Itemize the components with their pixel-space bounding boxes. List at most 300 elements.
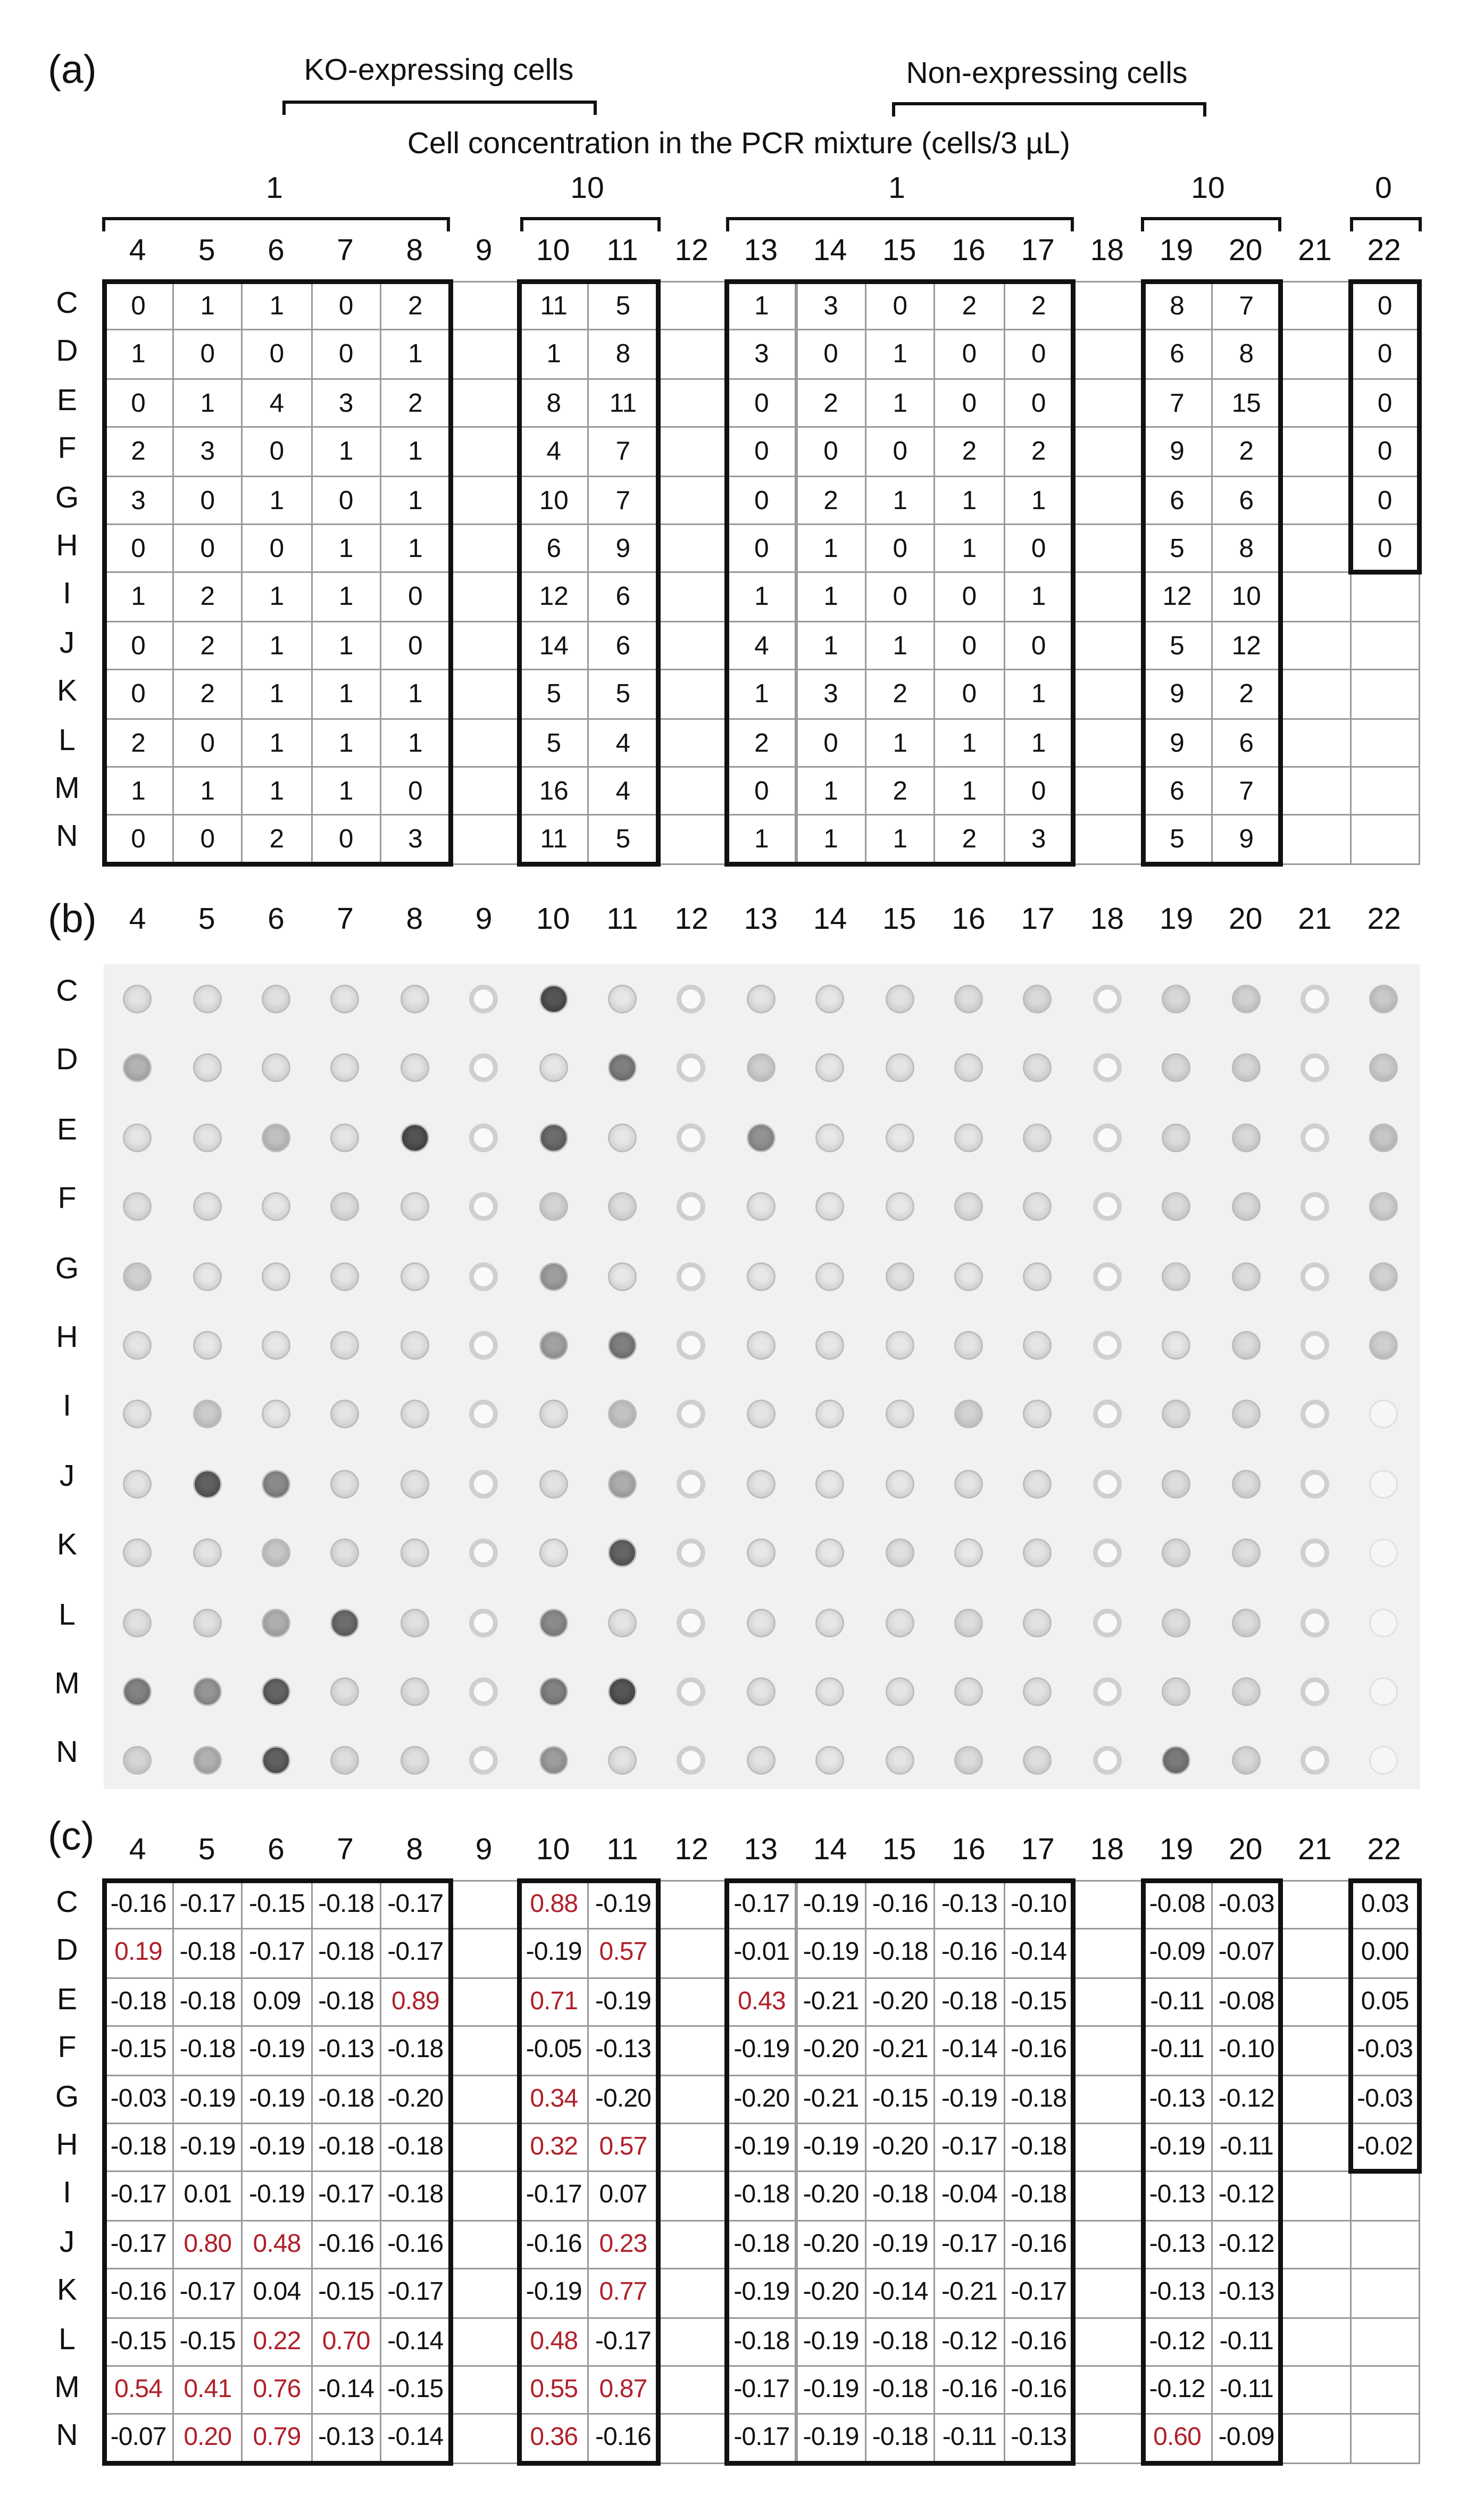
table-cell: -0.15 [1003,1977,1074,2027]
row-label: D [56,336,78,370]
table-cell: 1 [172,766,243,816]
table-cell: 0 [1349,523,1420,573]
row-label: N [56,821,78,855]
table-cell [657,2026,726,2076]
plate-well [1231,1677,1260,1706]
table-cell: 9 [1211,814,1282,864]
table-cell: 1 [172,378,243,428]
table-cell: 1 [241,572,312,622]
table-cell [1072,620,1141,670]
table-cell: 2 [380,378,451,428]
table-cell [1280,2026,1349,2076]
table-cell: 0 [1349,329,1420,379]
table-cell: -0.05 [519,2026,589,2076]
table-cell: 0 [103,523,174,573]
table-cell [1072,572,1141,622]
group-box [724,1878,1076,2465]
column-number: 13 [744,903,778,937]
table-cell: 3 [103,475,174,525]
table-cell: 0.54 [103,2365,174,2415]
table-cell: -0.11 [1211,2123,1282,2173]
table-cell: 1 [1003,669,1074,719]
plate-well [1093,1123,1121,1152]
table-cell: 1 [1003,475,1074,525]
table-cell: -0.17 [588,2317,658,2367]
plate-well [746,1331,775,1360]
table-cell: 1 [865,378,936,428]
table-cell: -0.19 [172,2123,243,2173]
row-label: C [56,975,78,1009]
group-box [517,279,660,866]
column-number: 22 [1367,903,1401,937]
group-label-non-10: 10 [1191,172,1225,206]
plate-well [1300,1331,1329,1360]
row-label: G [55,2080,79,2114]
table-cell: -0.16 [934,2365,1005,2415]
plate-well [746,1262,775,1291]
plate-well [400,1331,429,1360]
table-cell: 7 [1142,378,1213,428]
table-cell: 1 [380,427,451,477]
ko-expressing-label: KO-expressing cells [304,54,574,88]
table-cell [1280,669,1349,719]
group-box [724,279,1076,866]
table-cell: 1 [311,427,381,477]
table-cell: -0.14 [380,2317,451,2367]
table-cell [657,2365,726,2415]
column-number: 7 [337,235,354,268]
table-cell [1072,2414,1141,2464]
table-cell: 0 [103,814,174,864]
row-label: N [56,2420,78,2454]
table-cell: 6 [588,620,658,670]
plate-well [885,985,914,1013]
column-number: 12 [674,1834,708,1867]
plate-well [400,1123,429,1152]
table-cell [449,2026,519,2076]
table-cell [1072,2365,1141,2415]
plate-well [608,985,637,1013]
table-cell [449,281,519,331]
table-cell: 6 [1142,329,1213,379]
table-cell: 1 [934,523,1005,573]
table-cell: -0.20 [796,2268,866,2318]
table-cell: 0.01 [172,2171,243,2221]
table-cell: 0.60 [1142,2414,1213,2464]
row-label: I [63,578,71,612]
table-cell: -0.20 [726,2074,797,2124]
table-cell [449,329,519,379]
table-cell [449,2414,519,2464]
table-cell: 0.48 [519,2317,589,2367]
row-label: L [59,1598,76,1632]
table-cell: -0.19 [726,2268,797,2318]
table-cell: 0 [172,475,243,525]
table-cell: 1 [726,814,797,864]
table-cell: 5 [519,669,589,719]
table-cell: -0.15 [103,2317,174,2367]
table-cell: 0.05 [1349,1977,1420,2027]
table-cell: -0.18 [726,2219,797,2269]
table-cell: 1 [934,718,1005,768]
column-number: 7 [337,903,354,937]
table-cell: -0.16 [103,2268,174,2318]
plate-well [539,1331,568,1360]
plate-well [400,1539,429,1568]
table-cell: 0 [311,475,381,525]
table-cell: 1 [380,475,451,525]
table-cell [1072,281,1141,331]
table-cell [449,475,519,525]
table-cell: 1 [865,329,936,379]
table-cell: -0.03 [103,2074,174,2124]
table-cell: 0.22 [241,2317,312,2367]
group-box [1140,279,1283,866]
table-cell: 2 [934,814,1005,864]
table-cell: -0.13 [1142,2171,1213,2221]
table-cell: 0 [311,814,381,864]
table-cell [657,523,726,573]
table-cell: 0 [311,329,381,379]
table-cell: 14 [519,620,589,670]
table-cell: -0.17 [1003,2268,1074,2318]
table-cell: 1 [1003,718,1074,768]
row-label: E [56,1983,78,2017]
table-cell [657,766,726,816]
table-cell: 1 [726,572,797,622]
table-cell: 3 [1003,814,1074,864]
table-cell: 9 [1142,718,1213,768]
table-cell: 3 [796,669,866,719]
table-cell: 0 [1003,378,1074,428]
row-label: M [54,2372,80,2405]
table-cell [1349,2365,1420,2415]
panel-label-a: (a) [48,48,97,93]
plate-well [262,1262,290,1291]
table-cell: 0.41 [172,2365,243,2415]
table-cell: 0 [726,427,797,477]
table-cell [1349,766,1420,816]
plate-well [608,1123,637,1152]
table-cell: -0.19 [172,2074,243,2124]
table-cell [1280,814,1349,864]
table-cell: -0.18 [726,2171,797,2221]
table-cell: 0 [796,718,866,768]
table-cell: -0.09 [1142,1928,1213,1978]
table-cell [1072,669,1141,719]
column-number: 19 [1159,903,1194,937]
table-cell: -0.21 [796,2074,866,2124]
table-cell: 1 [241,281,312,331]
row-label: K [56,675,78,709]
table-cell: -0.18 [311,1928,381,1978]
column-number: 12 [674,903,708,937]
plate-well [954,1331,983,1360]
row-label: J [59,1460,75,1494]
table-cell: -0.19 [796,2365,866,2415]
table-cell: 0 [380,572,451,622]
table-cell: 6 [1211,718,1282,768]
table-cell: -0.18 [172,1928,243,1978]
table-cell [1072,2317,1141,2367]
plate-well [1162,1123,1191,1152]
table-cell: -0.18 [1003,2074,1074,2124]
table-cell: 0 [103,669,174,719]
table-cell: 2 [726,718,797,768]
row-label: K [56,2274,78,2308]
table-cell: 0.80 [172,2219,243,2269]
table-cell: 0 [726,766,797,816]
table-cell: 1 [865,814,936,864]
table-cell: -0.07 [1211,1928,1282,1978]
column-number: 18 [1090,903,1124,937]
table-cell: -0.20 [796,2026,866,2076]
table-cell [1280,2123,1349,2173]
table-cell: -0.20 [796,2219,866,2269]
table-cell: -0.16 [1003,2365,1074,2415]
table-cell: -0.15 [172,2317,243,2367]
group-box [102,1878,453,2465]
table-cell: 0.57 [588,1928,658,1978]
table-cell: -0.14 [934,2026,1005,2076]
table-cell: 2 [103,427,174,477]
table-cell [449,2219,519,2269]
plate-well [608,1331,637,1360]
table-cell: -0.14 [1003,1928,1074,1978]
table-cell: 1 [726,669,797,719]
plate-well [193,1123,221,1152]
column-number: 17 [1021,903,1055,937]
table-cell [657,620,726,670]
table-cell: 0 [1003,523,1074,573]
plate-well [1093,1469,1121,1498]
plate-well [954,1262,983,1291]
table-cell: 7 [588,475,658,525]
control-box [1348,279,1422,575]
table-cell: 0 [1003,620,1074,670]
table-cell: -0.18 [380,2123,451,2173]
table-cell: 0 [934,378,1005,428]
table-cell: 2 [934,281,1005,331]
row-label: G [55,1252,79,1286]
table-cell [1280,475,1349,525]
table-cell: -0.17 [172,1880,243,1930]
table-cell: 0 [726,378,797,428]
table-cell: -0.17 [103,2219,174,2269]
plate-well [1300,1677,1329,1706]
table-cell [1280,427,1349,477]
column-number: 11 [606,1834,638,1867]
row-label: D [56,1935,78,1969]
table-cell [1280,2365,1349,2415]
row-label: J [59,627,75,661]
plate-well [746,1193,775,1221]
table-cell: 0.07 [588,2171,658,2221]
table-cell [1349,669,1420,719]
table-cell [657,378,726,428]
table-cell: 5 [1142,814,1213,864]
table-cell: 8 [588,329,658,379]
column-number: 15 [882,1834,916,1867]
row-label: H [56,530,78,563]
table-cell: -0.13 [934,1880,1005,1930]
table-cell: -0.17 [172,2268,243,2318]
column-number: 21 [1298,235,1332,268]
table-cell: -0.17 [380,2268,451,2318]
table-cell [1280,1977,1349,2027]
row-label: E [56,1113,78,1147]
table-cell: -0.21 [865,2026,936,2076]
table-cell: 0 [726,523,797,573]
plate-well [1093,1539,1121,1568]
table-cell: -0.03 [1349,2026,1420,2076]
table-cell: -0.11 [1142,2026,1213,2076]
table-cell [449,2171,519,2221]
table-cell: -0.16 [311,2219,381,2269]
table-cell: -0.19 [241,2074,312,2124]
column-number: 8 [406,903,423,937]
plate-well [539,1469,568,1498]
plate-well [262,1608,290,1637]
table-cell: -0.18 [865,2317,936,2367]
plate-well [400,1262,429,1291]
column-number: 14 [813,1834,847,1867]
plate-well [816,1469,845,1498]
table-cell: 0 [172,329,243,379]
table-cell: -0.17 [311,2171,381,2221]
table-cell: -0.16 [380,2219,451,2269]
column-number: 11 [606,903,638,937]
table-cell: 0 [934,620,1005,670]
column-number: 5 [198,1834,215,1867]
table-cell: 6 [519,523,589,573]
table-cell: -0.13 [1003,2414,1074,2464]
table-cell: 0.04 [241,2268,312,2318]
table-cell: -0.18 [1003,2123,1074,2173]
table-cell: -0.20 [865,1977,936,2027]
table-cell: 0.70 [311,2317,381,2367]
table-cell: 0.48 [241,2219,312,2269]
table-cell: 1 [241,718,312,768]
table-cell: 11 [519,814,589,864]
plate-well [1300,1262,1329,1291]
table-cell [1349,2414,1420,2464]
table-cell: -0.19 [588,1880,658,1930]
plate-background [104,964,1420,1789]
plate-well [1162,1469,1191,1498]
table-cell [657,718,726,768]
table-cell: 2 [1003,281,1074,331]
row-label: L [59,2323,76,2357]
table-cell [1280,1928,1349,1978]
table-cell [657,2074,726,2124]
table-cell [449,2268,519,2318]
row-label: E [56,384,78,418]
table-cell: -0.19 [519,1928,589,1978]
table-cell: 3 [796,281,866,331]
plate-well [1093,1193,1121,1221]
table-cell: -0.18 [865,1928,936,1978]
column-number: 5 [198,235,215,268]
table-cell: -0.20 [588,2074,658,2124]
table-cell: 3 [172,427,243,477]
table-cell: 9 [1142,427,1213,477]
table-cell: 5 [588,281,658,331]
plate-well [400,1608,429,1637]
column-number: 6 [268,903,285,937]
table-cell [1280,2317,1349,2367]
table-cell [449,620,519,670]
table-cell [1280,2414,1349,2464]
table-cell: 1 [380,523,451,573]
table-cell: -0.16 [865,1880,936,1930]
plate-well [746,985,775,1013]
column-number: 9 [475,1834,493,1867]
table-cell: 1 [796,766,866,816]
table-cell: -0.18 [103,1977,174,2027]
plate-well [470,1469,498,1498]
table-cell: -0.11 [1142,1977,1213,2027]
plate-well [954,1677,983,1706]
column-number: 8 [406,1834,423,1867]
table-cell: 0.79 [241,2414,312,2464]
plate-well [1093,1677,1121,1706]
table-cell: -0.03 [1349,2074,1420,2124]
table-cell: -0.13 [1211,2268,1282,2318]
table-cell: -0.12 [1211,2219,1282,2269]
row-label: F [57,432,77,467]
table-cell: -0.19 [241,2026,312,2076]
table-cell [449,427,519,477]
table-cell: 1 [311,718,381,768]
table-cell [657,281,726,331]
table-cell: 0 [241,427,312,477]
panel-label-b: (b) [48,897,97,942]
column-number: 20 [1229,1834,1263,1867]
plate-well [400,1193,429,1221]
table-cell [657,2171,726,2221]
plate-well [608,1469,637,1498]
table-cell [657,2317,726,2367]
ko-bracket [282,101,597,115]
table-cell: 5 [1142,523,1213,573]
table-cell [449,718,519,768]
table-cell: 6 [1211,475,1282,525]
table-cell: 0.77 [588,2268,658,2318]
table-cell [1349,2268,1420,2318]
table-cell: 5 [519,718,589,768]
table-cell: -0.15 [865,2074,936,2124]
table-cell: 0 [1003,766,1074,816]
table-cell: -0.17 [241,1928,312,1978]
table-cell: 0.76 [241,2365,312,2415]
table-cell: 9 [588,523,658,573]
plate-well [400,1469,429,1498]
plate-well [954,1608,983,1637]
table-cell: 0.87 [588,2365,658,2415]
table-cell: 0.36 [519,2414,589,2464]
table-cell: 0 [103,620,174,670]
row-label: C [56,287,78,321]
row-label: M [54,1668,80,1701]
table-cell: -0.19 [726,2123,797,2173]
column-number: 17 [1021,235,1055,268]
plate-well [746,1608,775,1637]
column-number: 10 [536,235,570,268]
table-cell: -0.16 [1003,2317,1074,2367]
row-label: L [59,723,76,758]
table-cell: -0.18 [172,1977,243,2027]
